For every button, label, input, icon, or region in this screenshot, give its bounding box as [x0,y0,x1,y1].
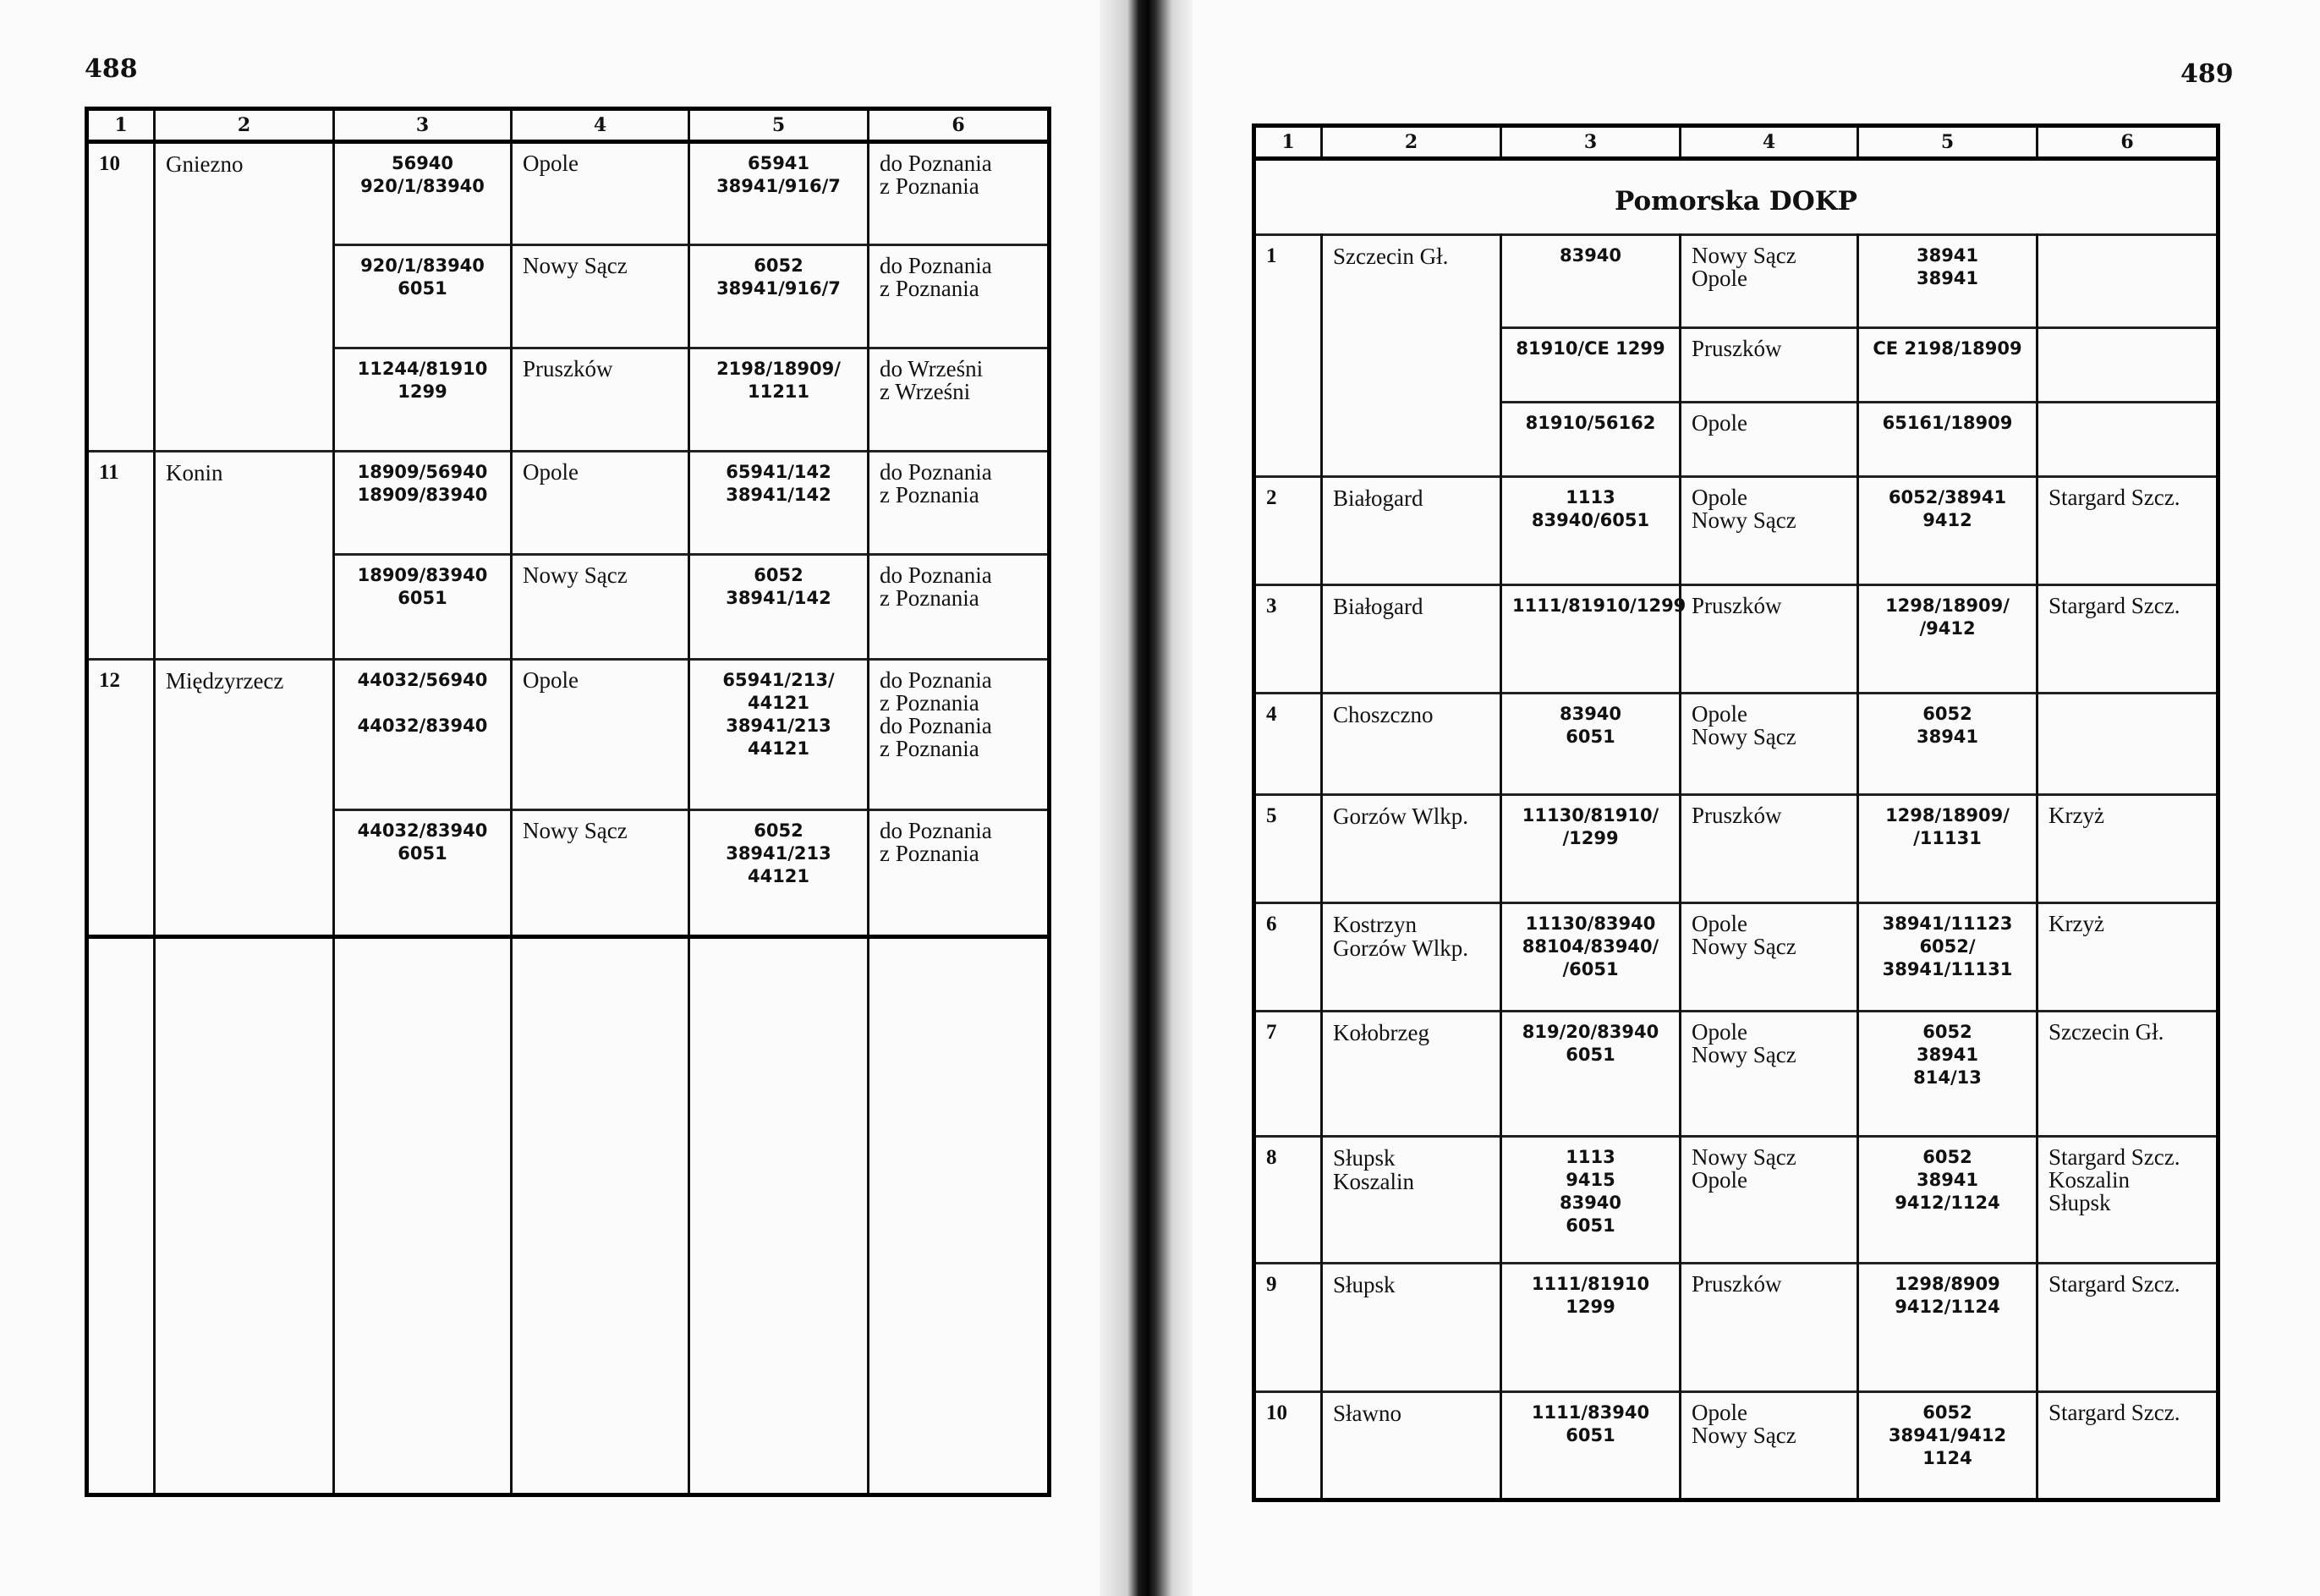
train-number-cell: 81910/56162 [1501,403,1681,477]
direction-cell: Stargard Szcz. [2038,585,2219,694]
destination-cell: Opole Nowy Sącz [1681,694,1858,795]
table-row [1254,1264,2219,1392]
destination-cell: Pruszków [512,348,689,452]
destination-cell: Nowy Sącz [512,555,689,660]
direction-cell [2038,694,2219,795]
station-name: Kostrzyn Gorzów Wlkp. [1322,903,1501,1012]
destination-cell: Opole [512,452,689,555]
train-number-cell: 920/1/83940 6051 [334,245,512,348]
train-number-cell: 83940 [1501,235,1681,328]
column-header: 3 [334,109,512,142]
destination-cell: Pruszków [1681,328,1858,403]
destination-cell: Opole Nowy Sącz [1681,903,1858,1012]
row-number: 11 [87,452,155,660]
column-header: 4 [512,109,689,142]
table-row [1254,585,2219,694]
station-name: Choszczno [1322,694,1501,795]
direction-cell: do Wrześni z Wrześni [869,348,1050,452]
direction-cell: Stargard Szcz. [2038,1264,2219,1392]
direction-cell [2038,328,2219,403]
row-number: 12 [87,660,155,937]
column-header: 3 [1501,126,1681,159]
header-row [87,109,1050,142]
direction-cell [2038,403,2219,477]
destination-cell: Opole [1681,403,1858,477]
connection-cell: 6052/38941 9412 [1858,477,2038,585]
header-row [1254,126,2219,159]
connection-cell: 38941 38941 [1858,235,2038,328]
column-header: 6 [2038,126,2219,159]
station-name: Szczecin Gł. [1322,235,1501,477]
connection-cell: 6052 38941 [1858,694,2038,795]
empty-cell [689,937,869,1495]
column-header: 5 [689,109,869,142]
page-number-left: 488 [85,54,138,84]
train-number-cell: 11130/81910/ /1299 [1501,795,1681,903]
row-number: 3 [1254,585,1322,694]
connection-cell: 6052 38941/9412 1124 [1858,1392,2038,1500]
empty-cell [334,937,512,1495]
table-row [1254,795,2219,903]
table-row [1254,1012,2219,1137]
train-number-cell: 1113 9415 83940 6051 [1501,1137,1681,1264]
row-number: 8 [1254,1137,1322,1264]
connection-cell: 1298/8909 9412/1124 [1858,1264,2038,1392]
table-row [1254,235,2219,328]
column-header: 4 [1681,126,1858,159]
station-name: Konin [155,452,334,660]
page-number-right: 489 [2180,59,2234,89]
destination-cell: Nowy Sącz [512,245,689,348]
train-number-cell: 83940 6051 [1501,694,1681,795]
connection-cell: 6052 38941/916/7 [689,245,869,348]
destination-cell: Nowy Sącz Opole [1681,235,1858,328]
train-number-cell: 11130/83940 88104/83940/ /6051 [1501,903,1681,1012]
row-number: 9 [1254,1264,1322,1392]
train-number-cell: 11244/81910 1299 [334,348,512,452]
empty-cell [155,937,334,1495]
empty-row [87,937,1050,1495]
station-name: Sławno [1322,1392,1501,1500]
empty-cell [869,937,1050,1495]
table-row [87,142,1050,245]
station-name: Gorzów Wlkp. [1322,795,1501,903]
direction-cell: Stargard Szcz. [2038,477,2219,585]
destination-cell: Pruszków [1681,585,1858,694]
connection-cell: 6052 38941/142 [689,555,869,660]
connection-cell: 1298/18909/ /9412 [1858,585,2038,694]
column-header: 5 [1858,126,2038,159]
train-number-cell: 819/20/83940 6051 [1501,1012,1681,1137]
row-number: 6 [1254,903,1322,1012]
destination-cell: Opole Nowy Sącz [1681,1392,1858,1500]
table-row [1254,477,2219,585]
right-page-table [1252,123,2220,1502]
connection-cell: 6052 38941 9412/1124 [1858,1137,2038,1264]
train-number-cell: 1113 83940/6051 [1501,477,1681,585]
table-row [87,452,1050,555]
connection-cell: 1298/18909/ /11131 [1858,795,2038,903]
direction-cell: do Poznania z Poznania [869,142,1050,245]
table-row [87,660,1050,810]
train-number-cell: 1111/81910 1299 [1501,1264,1681,1392]
train-number-cell: 56940 920/1/83940 [334,142,512,245]
connection-cell: 6052 38941 814/13 [1858,1012,2038,1137]
connection-cell: 65941/142 38941/142 [689,452,869,555]
station-name: Białogard [1322,477,1501,585]
column-header: 6 [869,109,1050,142]
row-number: 10 [1254,1392,1322,1500]
table-row [1254,1392,2219,1500]
station-name: Słupsk [1322,1264,1501,1392]
station-name: Białogard [1322,585,1501,694]
column-header: 2 [1322,126,1501,159]
direction-cell [2038,235,2219,328]
section-title-row [1254,159,2219,235]
train-number-cell: 1111/83940 6051 [1501,1392,1681,1500]
direction-cell: do Poznania z Poznania [869,245,1050,348]
row-number: 7 [1254,1012,1322,1137]
connection-cell: 65941/213/ 44121 38941/213 44121 [689,660,869,810]
column-header: 1 [87,109,155,142]
direction-cell: do Poznania z Poznania [869,810,1050,937]
section-title: Pomorska DOKP [1254,159,2219,235]
destination-cell: Opole [512,142,689,245]
table-row [1254,1137,2219,1264]
empty-cell [512,937,689,1495]
column-header: 1 [1254,126,1322,159]
connection-cell: 6052 38941/213 44121 [689,810,869,937]
row-number: 5 [1254,795,1322,903]
left-page-table [85,107,1051,1497]
direction-cell: do Poznania z Poznania [869,555,1050,660]
station-name: Kołobrzeg [1322,1012,1501,1137]
station-name: Międzyrzecz [155,660,334,937]
direction-cell: Krzyż [2038,795,2219,903]
destination-cell: Nowy Sącz Opole [1681,1137,1858,1264]
station-name: Słupsk Koszalin [1322,1137,1501,1264]
train-number-cell: 1111/81910/1299 [1501,585,1681,694]
table-row [1254,694,2219,795]
train-number-cell: 44032/83940 6051 [334,810,512,937]
destination-cell: Opole Nowy Sącz [1681,477,1858,585]
connection-cell: 2198/18909/ 11211 [689,348,869,452]
destination-cell: Opole [512,660,689,810]
row-number: 1 [1254,235,1322,477]
row-number: 10 [87,142,155,452]
book-gutter [1100,0,1193,1596]
station-name: Gniezno [155,142,334,452]
direction-cell: Stargard Szcz. [2038,1392,2219,1500]
direction-cell: Szczecin Gł. [2038,1012,2219,1137]
train-number-cell: 18909/56940 18909/83940 [334,452,512,555]
direction-cell: Krzyż [2038,903,2219,1012]
row-number: 2 [1254,477,1322,585]
direction-cell: do Poznania z Poznania [869,452,1050,555]
empty-cell [87,937,155,1495]
connection-cell: 65161/18909 [1858,403,2038,477]
destination-cell: Opole Nowy Sącz [1681,1012,1858,1137]
destination-cell: Pruszków [1681,1264,1858,1392]
table-row [1254,903,2219,1012]
column-header: 2 [155,109,334,142]
direction-cell: Stargard Szcz. Koszalin Słupsk [2038,1137,2219,1264]
connection-cell: CE 2198/18909 [1858,328,2038,403]
connection-cell: 38941/11123 6052/ 38941/11131 [1858,903,2038,1012]
train-number-cell: 44032/56940 44032/83940 [334,660,512,810]
destination-cell: Nowy Sącz [512,810,689,937]
connection-cell: 65941 38941/916/7 [689,142,869,245]
train-number-cell: 81910/CE 1299 [1501,328,1681,403]
destination-cell: Pruszków [1681,795,1858,903]
train-number-cell: 18909/83940 6051 [334,555,512,660]
row-number: 4 [1254,694,1322,795]
direction-cell: do Poznania z Poznania do Poznania z Poznania [869,660,1050,810]
